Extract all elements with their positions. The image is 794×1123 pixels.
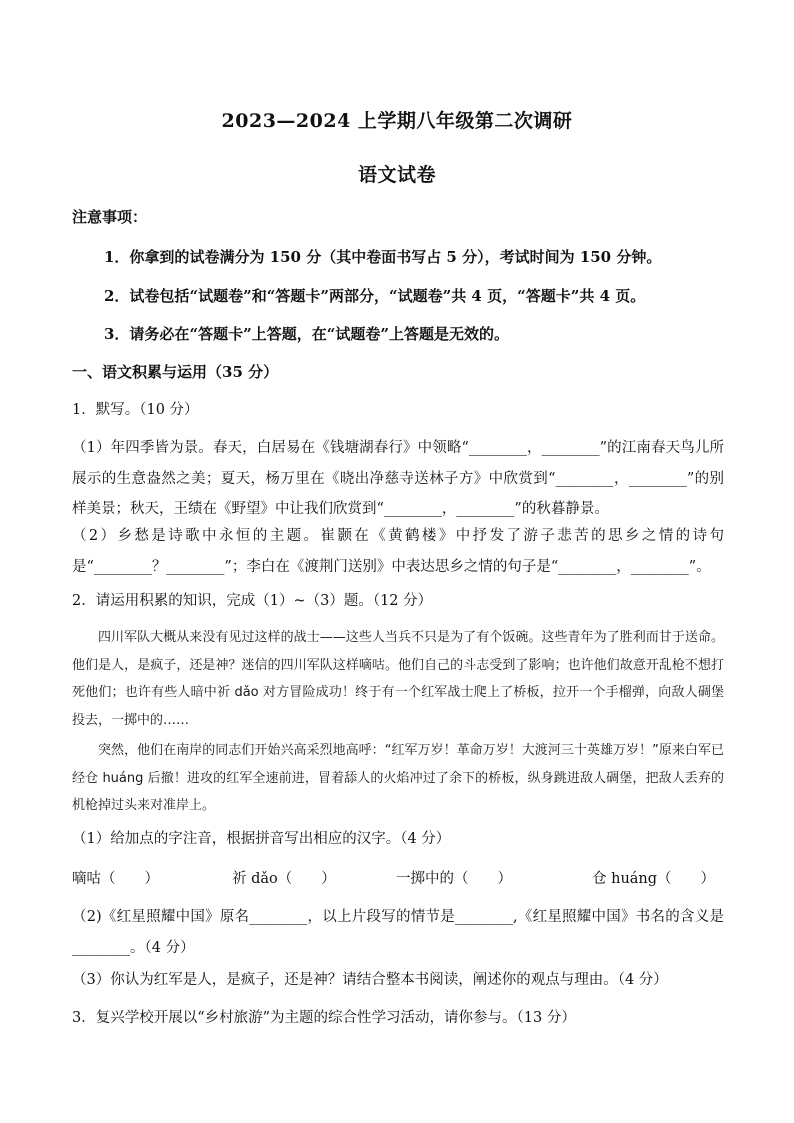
- question-1-part-1: （1）年四季皆为景。春天，白居易在《钱塘湖春行》中领略“________，________”的江南春天鸟儿所展示的生意盎然之美；夏天，杨万里在《晓出净慈寺送林子方》中欣赏到“________，________”的别样美景；秋天，王绩在《野望》中让我们欣赏到“________，________”的秋暮静景。: [72, 440, 724, 517]
- notice-item-2: 2．试卷包括“试题卷”和“答题卡”两部分，“试题卷”共 4 页，“答题卡”共 4 页。: [104, 287, 646, 305]
- question-2-title: 2．请运用积累的知识，完成（1）~（3）题。（12 分）: [72, 593, 433, 609]
- pinyin-item-canghuang: 仓 huáng（ ）: [592, 871, 716, 887]
- section-heading: 一、语文积累与运用（35 分）: [72, 363, 279, 381]
- question-2-sub-3: （3）你认为红军是人，是疯子，还是神？请结合整本书阅读，阐述你的观点与理由。（4 分）: [72, 972, 668, 988]
- question-1-part-2: （2）乡愁是诗歌中永恒的主题。崔颢在《黄鹤楼》中抒发了游子悲苦的思乡之情的诗句是“________？________”；李白在《渡荆门送别》中表达思乡之情的句子是“________，________”。: [72, 528, 724, 575]
- pinyin-item-digu: 嘀咕（ ）: [72, 871, 159, 887]
- notice-item-1: 1．你拿到的试卷满分为 150 分（其中卷面书写占 5 分），考试时间为 150 分钟。: [104, 248, 662, 266]
- reading-passage-2: 突然，他们在南岸的同志们开始兴高采烈地高呼：“红军万岁！革命万岁！大渡河三十英雄万岁！”原来白军已经仓 huáng 后撤！进攻的红军全速前进，冒着舔人的火焰冲过了余下的桥板，纵身跳进敌人碉堡，把敌人丢弃的机枪掉过头来对准岸上。: [72, 743, 724, 813]
- question-3-title: 3．复兴学校开展以“乡村旅游”为主题的综合性学习活动，请你参与。（13 分）: [72, 1010, 576, 1026]
- question-2-sub-2: （2)《红星照耀中国》原名________，以上片段写的情节是________,《红星照耀中国》书名的含义是________。（4 分）: [72, 909, 724, 956]
- reading-passage-1: 四川军队大概从来没有见过这样的战士——这些人当兵不只是为了有个饭碗。这些青年为了胜利而甘于送命。他们是人，是疯子，还是神？迷信的四川军队这样嘀咕。他们自己的斗志受到了影响；也许他们故意开乱枪不想打死他们；也许有些人暗中祈 dǎo 对方冒险成功！终于有一个红军战士爬上了桥板，拉开一个手榴弹，向敌人碉堡投去，一掷中的……: [72, 630, 724, 728]
- question-2-sub-1: （1）给加点的字注音，根据拼音写出相应的汉字。（4 分）: [72, 831, 451, 847]
- pinyin-item-yizhi: 一掷中的（ ）: [396, 871, 512, 887]
- notice-item-3: 3．请务必在“答题卡”上答题，在“试题卷”上答题是无效的。: [104, 325, 509, 343]
- exam-subtitle: 语文试卷: [357, 164, 436, 186]
- exam-title: 2023—2024 上学期八年级第二次调研: [221, 110, 573, 132]
- notice-heading: 注意事项：: [72, 208, 148, 226]
- pinyin-item-qidao: 祈 dǎo（ ）: [232, 871, 336, 887]
- question-1-title: 1．默写。（10 分）: [72, 402, 199, 418]
